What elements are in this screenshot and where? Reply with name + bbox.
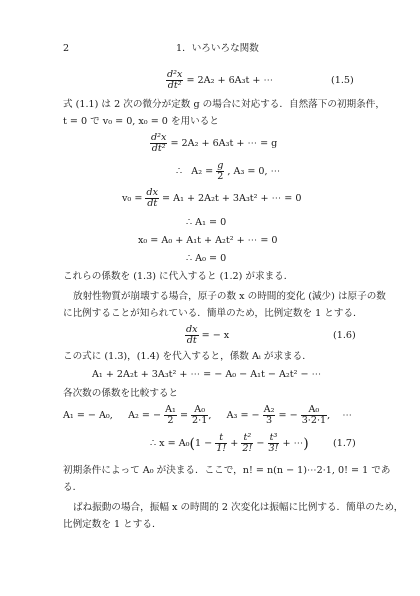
equation-x0: x₀ = A₀ + A₁t + A₂t² + ⋯ = 0 bbox=[138, 235, 278, 246]
equation-number-1-6: (1.6) bbox=[333, 330, 356, 341]
paragraph-4: この式に (1.3)，(1.4) を代入すると，係数 Aᵢ が求まる． bbox=[63, 351, 312, 362]
equation-1-7: ∴ x = A₀(1 − $\frac{t}{1!}$ + $\frac{\text{t²}}{2!}$ − $\frac{\text{t³}}{3!}$ + ⋯) bbox=[150, 432, 309, 455]
equation-number-1-7: (1.7) bbox=[333, 438, 356, 449]
paragraph-2: これらの係数を (1.3) に代入すると (1.2) が求まる． bbox=[63, 271, 294, 282]
page-number: 2 bbox=[63, 43, 70, 54]
equation-coefficients: A₁ = − A₀, A₂ = − $\frac{\text{A₁}}{2}$ = $\frac{\text{A₀}}{2\cdot 1}$ , A₃ = − $\frac{\text{A₂}}{3}$ = − $\frac{\text{A₀}}{3\cdot 2\cdot 1}$ , ⋯ bbox=[63, 404, 352, 427]
equation-number-1-5: (1.5) bbox=[331, 75, 354, 86]
equation-1-6: $\frac{dx}{dt}$ = − x bbox=[186, 324, 230, 347]
paragraph-7-line-1: ばね振動の場合，振幅 x の時間的 2 次変化は振幅に比例する．簡単のため， bbox=[73, 502, 404, 513]
equation-series: A₁ + 2A₂t + 3A₃t² + ⋯ = − A₀ − A₁t − A₂t² − ⋯ bbox=[92, 369, 322, 380]
running-title: 1．いろいろな関数 bbox=[176, 43, 259, 54]
second-derivative-fraction: $\frac{\text{d²x}}{\text{dt²}}$ bbox=[167, 69, 183, 92]
paragraph-6: 初期条件によって A₀ が決まる．ここで，n! = n(n − 1)⋯2·1, 0! = 1 であ bbox=[63, 465, 391, 476]
paragraph-6-end: る． bbox=[63, 482, 83, 493]
equation-a0: ∴ A₀ = 0 bbox=[186, 253, 227, 264]
paragraph-1-line-1: 式 (1.1) は 2 次の微分が定数 g の場合に対応する．自然落下の初期条件， bbox=[63, 99, 385, 110]
paragraph-7-line-2: 比例定数を 1 とする． bbox=[63, 519, 162, 530]
equation-v0: v₀ = $\frac{dx}{dt}$ = A₁ + 2A₂t + 3A₃t² + ⋯ = 0 bbox=[122, 187, 302, 210]
equation-1-5-rhs: = 2A₂ + 6A₃t + ⋯ bbox=[186, 75, 274, 87]
paragraph-3-line-2: に比例することが知られている．簡単のため，比例定数を 1 とする． bbox=[63, 308, 363, 319]
paragraph-5: 各次数の係数を比較すると bbox=[63, 388, 179, 399]
equation-a1: ∴ A₁ = 0 bbox=[186, 217, 227, 228]
equation-1-5 bbox=[166, 70, 273, 91]
paragraph-1-line-2: t = 0 で v₀ = 0, x₀ = 0 を用いると bbox=[63, 116, 219, 127]
equation-acceleration: $\frac{\text{d²x}}{\text{dt²}}$ = 2A₂ + 6A₃t + ⋯ = g bbox=[151, 132, 278, 155]
paragraph-3-line-1: 放射性物質が崩壊する場合，原子の数 x の時間的変化 (減少) は原子の数 bbox=[73, 291, 386, 302]
equation-a2: ∴ A₂ = $\frac{g}{2}$ , A₃ = 0, ⋯ bbox=[176, 160, 281, 183]
